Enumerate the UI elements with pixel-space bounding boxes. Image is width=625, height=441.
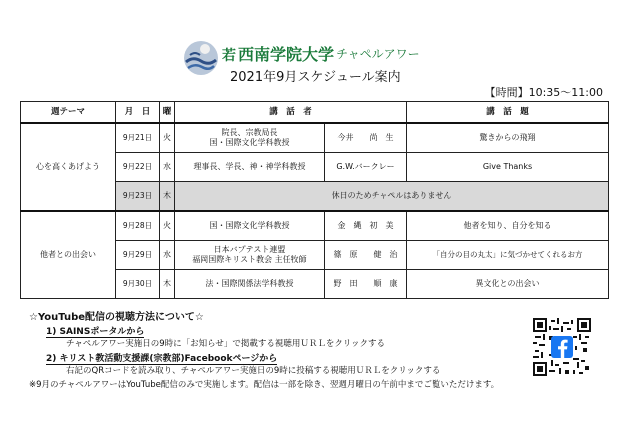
table-row — [21, 123, 609, 153]
header-theme: 週テーマ — [21, 102, 116, 124]
method2-title — [46, 351, 277, 364]
theme-cell: 他者との出会い — [21, 211, 116, 299]
date-cell: 9月29日 — [116, 241, 160, 270]
date-cell: 9月30日 — [116, 270, 160, 299]
speaker-name-cell: 金 縄 初 美 — [325, 211, 407, 241]
chapel-logo-icon — [183, 40, 219, 76]
theme-cell: 心を高くあげよう — [21, 123, 116, 211]
weekday-cell: 水 — [160, 241, 175, 270]
table-row — [21, 211, 609, 241]
weekday-cell: 火 — [160, 123, 175, 153]
facebook-qr-code-icon[interactable] — [533, 318, 591, 376]
speaker-name-cell: G.W.バークレー — [325, 153, 407, 182]
youtube-note: ※9月のチャペルアワーはYouTube配信のみで実施します。配信は一部を除き、翌週月曜日の午前中までご覧いただけます。 — [29, 380, 500, 390]
method2-description: 右記のQRコードを読み取り、チャペルアワー実施日の9時に投稿する視聴用ＵＲＬをクリックする — [66, 366, 441, 376]
weekday-cell: 水 — [160, 153, 175, 182]
speaker-name-cell: 篠 原 健 治 — [325, 241, 407, 270]
method1-title-text: 1) SAINSポータルから — [46, 327, 145, 337]
topic-cell: 驚きからの飛翔 — [407, 123, 609, 153]
schedule-table — [20, 101, 609, 299]
holiday-notice: 休日のためチャペルはありません — [175, 182, 609, 212]
weekday-cell: 木 — [160, 182, 175, 212]
table-header-row — [21, 102, 609, 124]
speaker-name-cell: 野 田 順 康 — [325, 270, 407, 299]
header-speaker: 講 話 者 — [175, 102, 407, 124]
affiliation-text: 日本バプテスト連盟 福岡国際キリスト教会 主任牧師 — [192, 245, 307, 264]
header-topic: 講 話 題 — [407, 102, 609, 124]
header-month-day: 月 日 — [116, 102, 160, 124]
weekday-cell: 木 — [160, 270, 175, 299]
topic-cell: 他者を知り、自分を知る — [407, 211, 609, 241]
youtube-section-title: ☆YouTube配信の視聴方法について☆ — [29, 312, 204, 323]
time-label: 【時間】10:35～11:00 — [484, 86, 603, 99]
topic-cell: Give Thanks — [407, 153, 609, 182]
affiliation-cell: 法・国際関係法学科教授 — [175, 270, 325, 299]
method2-title-text: 2) キリスト教活動支援課(宗教部)Facebookページから — [46, 354, 278, 364]
date-cell: 9月28日 — [116, 211, 160, 241]
speaker-name-cell: 今井 尚 生 — [325, 123, 407, 153]
schedule-title: 2021年9月スケジュール案内 — [230, 70, 401, 85]
university-mark: 若 — [222, 48, 236, 64]
weekday-cell: 火 — [160, 211, 175, 241]
affiliation-cell — [175, 123, 325, 153]
method1-title — [46, 324, 144, 337]
university-name: 西南学院大学 — [238, 45, 335, 64]
affiliation-cell: 国・国際文化学科教授 — [175, 211, 325, 241]
topic-cell: 異文化との出会い — [407, 270, 609, 299]
method1-description: チャペルアワー実施日の9時に「お知らせ」で掲載する視聴用ＵＲＬをクリックする — [66, 339, 386, 349]
date-cell: 9月22日 — [116, 153, 160, 182]
affiliation-cell — [175, 241, 325, 270]
header-weekday: 曜 — [160, 102, 175, 124]
affiliation-cell: 理事長、学長、神・神学科教授 — [175, 153, 325, 182]
date-cell: 9月23日 — [116, 182, 160, 212]
date-cell: 9月21日 — [116, 123, 160, 153]
topic-cell: 「自分の目の丸太」に気づかせてくれるお方 — [407, 241, 609, 270]
chapel-label: チャペルアワー — [336, 47, 420, 61]
affiliation-text: 院長、宗教局長 国・国際文化学科教授 — [209, 128, 290, 147]
